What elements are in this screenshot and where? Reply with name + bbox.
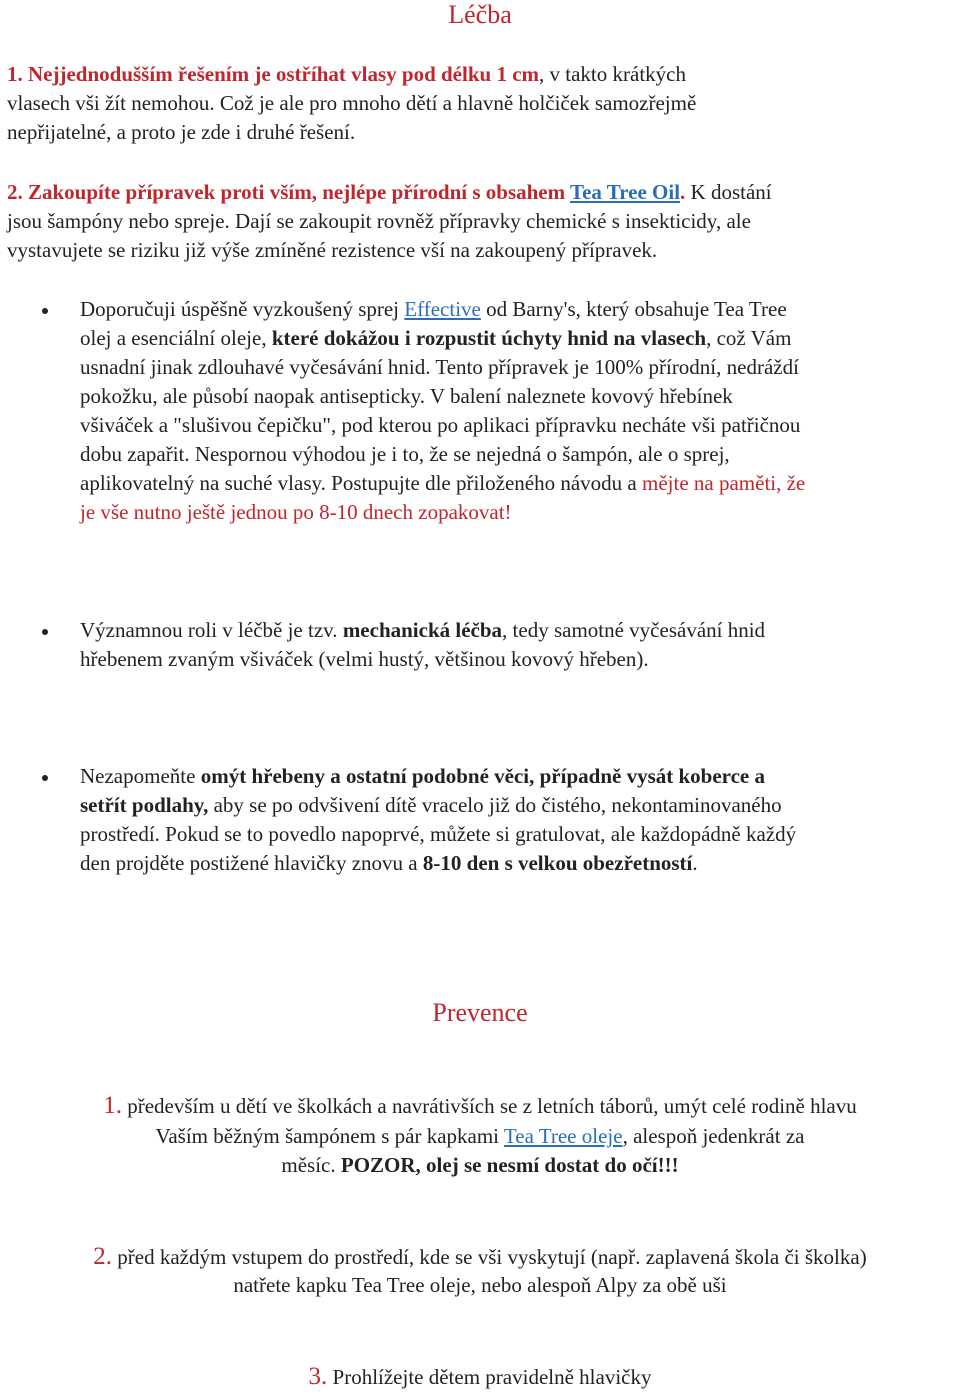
lecba-point-2-line-2b: Dají se zakoupit rovněž přípravky chemické s insekticidy, ale xyxy=(229,209,751,233)
lecba-point-1-rest: , v takto krátkých xyxy=(539,62,686,86)
lecba-point-2-rest: K dostání xyxy=(685,180,772,204)
prevence-item-1-line-2a: Vaším běžným šampónem s pár kapkami xyxy=(155,1124,504,1148)
prevence-item-1-line-3 xyxy=(0,1151,960,1180)
bullet-1-line-7a: aplikovatelný na suché vlasy. Postupujte dle přiloženého návodu a xyxy=(80,471,642,495)
tea-tree-oleje-link[interactable]: Tea Tree oleje xyxy=(503,1124,623,1148)
lecba-point-2-line-3: vystavujete se riziku již výše zmíněné rezistence vší na zakoupený přípravek. xyxy=(7,238,658,262)
bullet-dot-1 xyxy=(42,308,48,314)
bullet-1-line-1 xyxy=(80,295,787,324)
bullet-3-line-2-bold: setřít podlahy, xyxy=(80,793,209,817)
lecba-point-2-line-2 xyxy=(7,207,751,235)
prevence-item-2-number: 2. xyxy=(93,1243,113,1270)
bullet-3-line-4a: den projděte postižené hlavičky znovu a xyxy=(80,851,423,875)
bullet-3-line-2b: aby se po odvšivení dítě vracelo již do čistého, nekontaminovaného xyxy=(208,793,782,817)
prevence-item-1-number: 1. xyxy=(103,1092,122,1119)
bullet-1-line-5: všiváček a "slušivou čepičku", pod kterou po aplikaci přípravku necháte vši patřičnou xyxy=(80,413,801,437)
bullet-3-line-4-bold: 8-10 den s velkou obezřetností xyxy=(422,851,693,875)
bullet-1-line-3: usnadní jinak zdlouhavé vyčesávání hnid. Tento přípravek je 100% přírodní, nedráždí xyxy=(80,355,799,379)
bullet-1-line-2-bold: které dokážou i rozpustit úchyty hnid na vlasech xyxy=(271,326,707,350)
bullet-3-line-3: prostředí. Pokud se to povedlo napoprvé, můžete si gratulovat, ale každopádně každý xyxy=(80,822,797,846)
bullet-3-line-4 xyxy=(80,849,698,878)
bullet-1-line-8: je vše nutno ještě jednou po 8-10 dnech zopakovat! xyxy=(80,500,512,524)
prevence-item-3-text-1: Prohlížejte dětem pravidelně hlavičky xyxy=(327,1365,652,1389)
bullet-2-line-1 xyxy=(80,616,765,645)
bullet-1-line-1a: Doporučuji úspěšně vyzkoušený sprej xyxy=(80,297,405,321)
lecba-point-1-line-1 xyxy=(7,60,686,88)
lecba-point-2-dot: . xyxy=(680,180,686,204)
bullet-2-line-1a: Významnou roli v léčbě je tzv. xyxy=(80,618,343,642)
prevence-item-1-warning: POZOR, olej se nesmí dostat do očí!!! xyxy=(340,1153,679,1177)
bullet-dot-2 xyxy=(42,629,48,635)
prevence-heading: Prevence xyxy=(432,998,528,1027)
bullet-dot-3 xyxy=(42,775,48,781)
prevence-item-3-line-1 xyxy=(0,1362,960,1392)
bullet-1-line-6: dobu zapařit. Nespornou výhodou je i to, že se nejedná o šampón, ale o sprej, xyxy=(80,442,730,466)
bullet-3-line-2 xyxy=(80,791,782,820)
bullet-3-line-1 xyxy=(80,762,765,791)
prevence-item-1-line-1 xyxy=(0,1091,960,1121)
lecba-point-2-lead: 2. Zakoupíte přípravek proti vším, nejlépe přírodní s obsahem xyxy=(7,180,570,204)
bullet-1-line-2 xyxy=(80,324,791,353)
prevence-item-2-line-1 xyxy=(0,1242,960,1272)
bullet-1-line-2b: , což Vám xyxy=(706,326,792,350)
lecba-point-2-line-2a: jsou šampóny nebo spreje. xyxy=(7,209,230,233)
lecba-heading: Léčba xyxy=(448,0,512,29)
lecba-point-1-line-3: nepřijatelné, a proto je zde i druhé řešení. xyxy=(7,120,356,144)
effective-link[interactable]: Effective xyxy=(404,297,481,321)
lecba-point-2-line-1 xyxy=(7,178,772,206)
bullet-1-line-7 xyxy=(80,469,805,498)
bullet-2-line-1b: , tedy samotné vyčesávání hnid xyxy=(502,618,766,642)
prevence-item-1-line-3a: měsíc. xyxy=(281,1153,341,1177)
bullet-2-line-1-bold: mechanická léčba xyxy=(342,618,503,642)
lecba-point-1-line-2: vlasech vši žít nemohou. Což je ale pro mnoho dětí a hlavně holčiček samozřejmě xyxy=(7,91,697,115)
bullet-3-line-1a: Nezapomeňte xyxy=(80,764,201,788)
lecba-point-1-lead: 1. Nejjednodušším řešením je ostříhat vlasy pod délku 1 cm xyxy=(7,62,540,86)
bullet-3-line-1-bold: omýt hřebeny a ostatní podobné věci, případně vysát koberce a xyxy=(200,764,765,788)
prevence-item-1-line-2b: , alespoň jedenkrát za xyxy=(622,1124,805,1148)
bullet-1-line-1b: od Barny's, který obsahuje Tea Tree xyxy=(480,297,787,321)
bullet-1-line-7-red: mějte na paměti, že xyxy=(642,471,806,495)
prevence-item-1-text-1: především u dětí ve školkách a navrátivších se z letních táborů, umýt celé rodině hlavu xyxy=(121,1094,857,1118)
bullet-1-line-4: pokožku, ale působí naopak antisepticky. V balení naleznete kovový hřebínek xyxy=(80,384,733,408)
bullet-1-line-2a: olej a esenciální oleje, xyxy=(80,326,272,350)
bullet-2-line-2: hřebenem zvaným všiváček (velmi hustý, většinou kovový hřeben). xyxy=(80,647,649,671)
tea-tree-oil-link[interactable]: Tea Tree Oil xyxy=(569,180,681,204)
prevence-item-1-line-2 xyxy=(0,1122,960,1151)
prevence-item-3-number: 3. xyxy=(308,1363,328,1390)
bullet-3-line-4b: . xyxy=(692,851,698,875)
prevence-item-2-text-1: před každým vstupem do prostředí, kde se vši vyskytují (např. zaplavená škola či školka) xyxy=(112,1245,867,1269)
prevence-item-2-line-2: natřete kapku Tea Tree oleje, nebo alespoň Alpy za obě uši xyxy=(233,1273,727,1297)
